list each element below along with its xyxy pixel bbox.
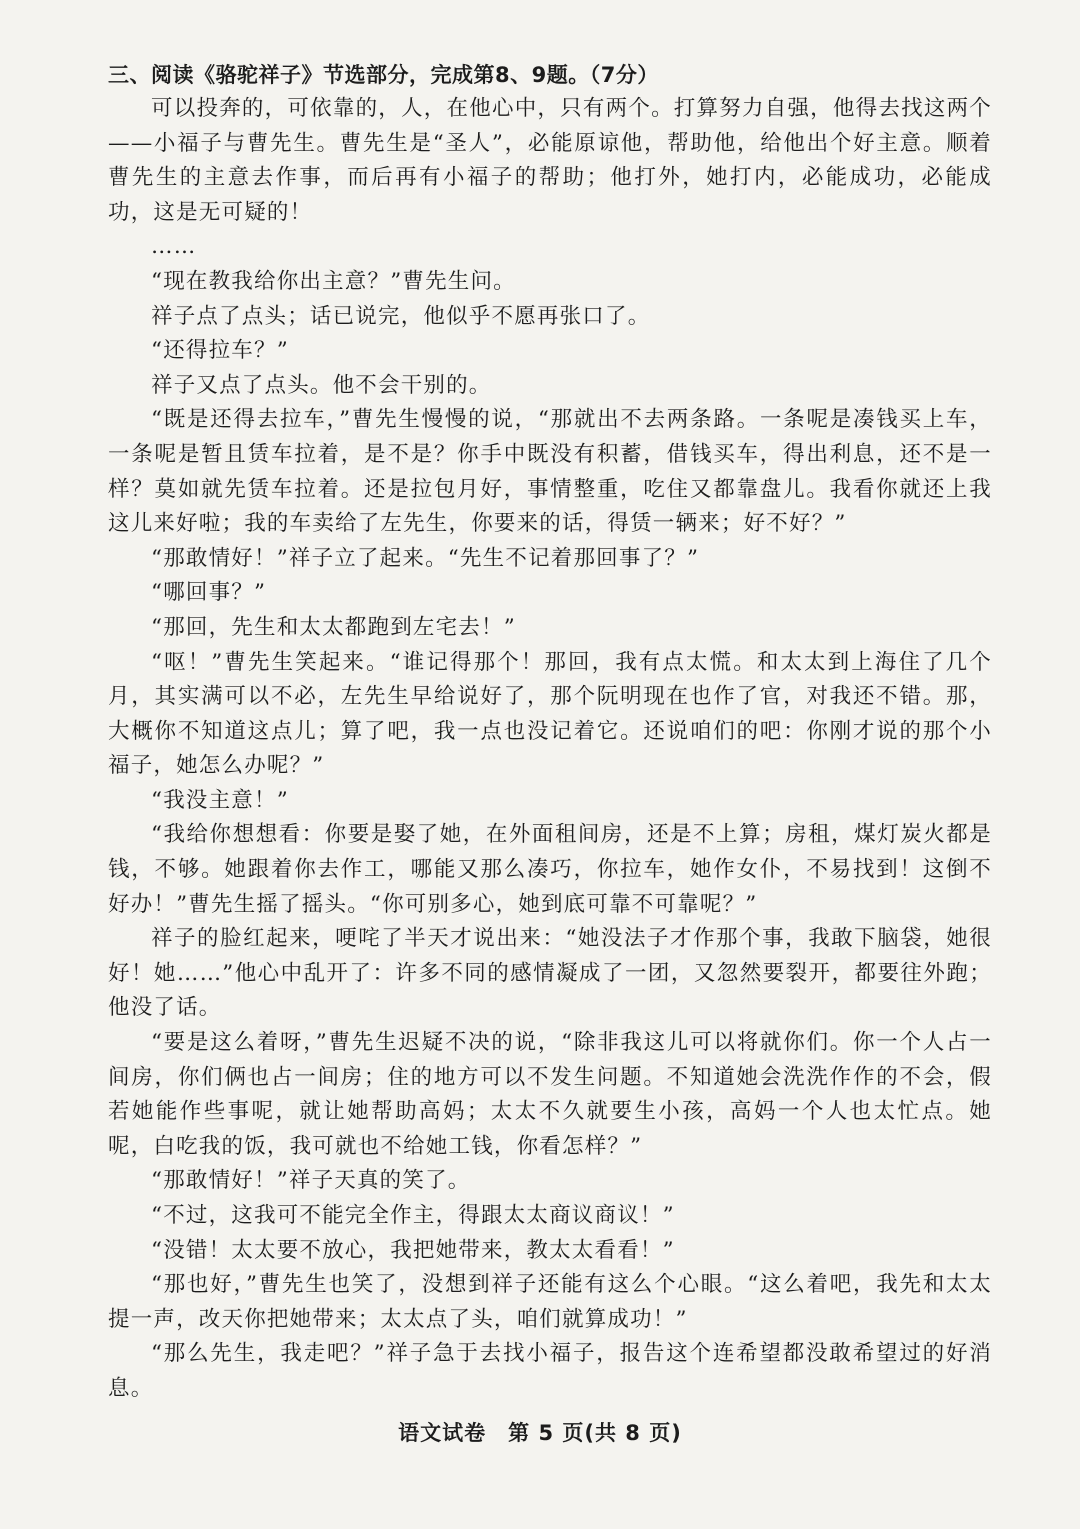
paragraph: 祥子点了点头；话已说完，他似乎不愿再张口了。: [151, 303, 651, 329]
paragraph: “现在教我给你出主意？”曹先生问。: [151, 268, 516, 294]
paragraph: “那敢情好！”祥子天真的笑了。: [151, 1168, 471, 1194]
paragraph: “那回，先生和太太都跑到左宅去！”: [151, 614, 516, 640]
paragraph: “不过，这我可不能完全作主，得跟太太商议商议！”: [151, 1203, 675, 1228]
paragraph: “那么先生，我走吧？”祥子急于去找小福子，报告这个连希望都没敢希望过的好消息。: [108, 1341, 992, 1401]
paragraph: “那也好，”曹先生也笑了，没想到祥子还能有这么个心眼。“这么着吧，我先和太太提一声，改天你把她带来；太太点了头，咱们就算成功！”: [108, 1272, 992, 1332]
paragraph: 祥子的脸红起来，哽咤了半天才说出来：“她没法子才作那个事，我敢下脑袋，她很好！她……”他心中乱开了：许多不同的感情凝成了一团，又忽然要裂开，都要往外跑；他没了话。: [108, 926, 992, 1021]
paragraph: “我没主意！”: [151, 787, 289, 813]
paragraph-ellipsis: ……: [151, 234, 197, 260]
reading-passage: [108, 92, 992, 1407]
section-heading: 三、阅读《骆驼祥子》节选部分，完成第8、9题。（7分）: [108, 63, 659, 87]
paragraph: “我给你想想看：你要是娶了她，在外面租间房，还是不上算；房租，煤灯炭火都是钱，不够。她跟着你去作工，哪能又那么凑巧，你拉车，她作女仆，不易找到！这倒不好办！”曹先生摇了摇头。“你可别多心，她到底可靠不可靠呢？”: [108, 822, 992, 917]
paragraph: “呕！”曹先生笑起来。“谁记得那个！那回，我有点太慌。和太太到上海住了几个月，其实满可以不必，左先生早给说好了，那个阮明现在也作了官，对我还不错。那，大概你不知道这点儿；算了吧，我一点也没记着它。还说咱们的吧：你刚才说的那个小福子，她怎么办呢？”: [108, 649, 992, 779]
paragraph: “还得拉车？”: [151, 338, 289, 364]
paragraph: “那敢情好！”祥子立了起来。“先生不记着那回事了？”: [151, 545, 700, 571]
paragraph: “要是这么着呀，”曹先生迟疑不决的说，“除非我这儿可以将就你们。你一个人占一间房，你们俩也占一间房；住的地方可以不发生问题。不知道她会洗洗作作的不会，假若她能作些事呢，就让她帮助高妈；太太不久就要生小孩，高妈一个人也太忙点。她呢，白吃我的饭，我可就也不给她工钱，你看怎样？”: [108, 1030, 992, 1159]
paragraph: “既是还得去拉车，”曹先生慢慢的说，“那就出不去两条路。一条呢是凑钱买上车，一条呢是暂且赁车拉着，是不是？你手中既没有积蓄，借钱买车，得出利息，还不是一样？莫如就先赁车拉着。还是拉包月好，事情整重，吃住又都靠盘儿。我看你就还上我这儿来好啦；我的车卖给了左先生，你要来的话，得赁一辆来；好不好？”: [108, 407, 992, 537]
page-footer: 语文试卷 第 5 页(共 8 页): [398, 1421, 682, 1445]
paragraph: 祥子又点了点头。他不会干别的。: [151, 372, 492, 398]
paragraph: “哪回事？”: [151, 580, 267, 606]
paragraph: 可以投奔的，可依靠的，人，在他心中，只有两个。打算努力自强，他得去找这两个——小福子与曹先生。曹先生是“圣人”，必能原谅他，帮助他，给他出个好主意。顺着曹先生的主意去作事，而后再有小福子的帮助；他打外，她打内，必能成功，必能成功，这是无可疑的！: [108, 96, 992, 225]
paragraph: “没错！太太要不放心，我把她带来，教太太看看！”: [151, 1237, 675, 1263]
